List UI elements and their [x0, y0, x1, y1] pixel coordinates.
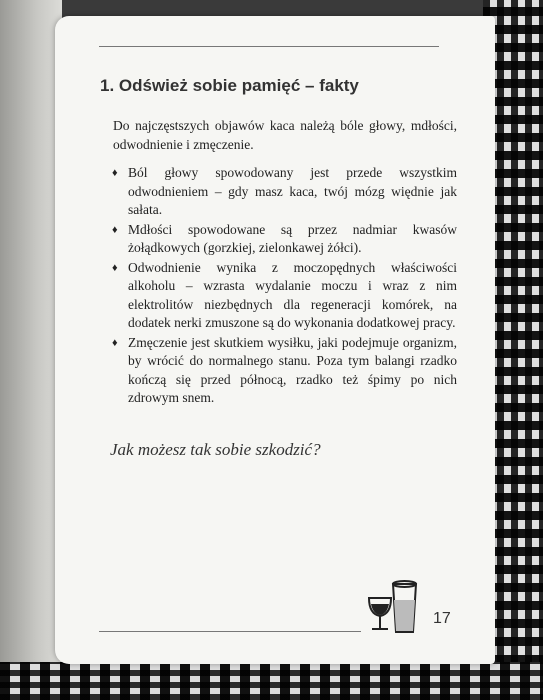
fact-list: [110, 164, 457, 409]
list-item: [110, 259, 457, 333]
wine-and-water-glasses-icon: [365, 574, 421, 636]
diamond-bullet-icon: ♦: [112, 336, 118, 349]
list-item-text: Ból głowy spowodowany jest przede wszystkim odwodnieniem – gdy masz kaca, twój mózg więdnie jak sałata.: [128, 165, 457, 217]
closing-question: Jak możesz tak sobie szkodzić?: [110, 440, 321, 459]
book-cover-edge: [0, 0, 62, 700]
checkered-cloth-bottom: [0, 662, 543, 700]
intro-paragraph: Do najczęstszych objawów kaca należą bóle głowy, mdłości, odwodnienie i zmęczenie.: [113, 118, 457, 152]
list-item: [110, 221, 457, 258]
list-item-text: Zmęczenie jest skutkiem wysiłku, jaki podejmuje organizm, by wrócić do normalnego stanu. Poza tym balangi rzadko kończą się przed północą, rzadko też śpimy po nich zdrowym snem.: [128, 334, 457, 405]
diamond-bullet-icon: ♦: [112, 167, 118, 179]
top-rule: [99, 46, 439, 47]
list-item-text: Odwodnienie wynika z moczopędnych właściwości alkoholu – wzrasta wydalanie moczu i wraz z nim elektrolitów niezbędnych dla regeneracji komórek, na dodatek nerki zmuszone są do wykonania dodatkowej pracy.: [128, 259, 457, 330]
list-item: [110, 334, 457, 408]
bottom-rule: [99, 631, 361, 632]
list-item: [110, 164, 457, 220]
book-page: [55, 16, 495, 664]
page-number: 17: [433, 610, 451, 627]
diamond-bullet-icon: ♦: [112, 261, 118, 274]
list-item-text: Mdłości spowodowane są przez nadmiar kwasów żołądkowych (gorzkiej, zielonkawej żółci).: [128, 221, 457, 255]
section-heading: 1. Odśwież sobie pamięć – fakty: [100, 76, 359, 95]
diamond-bullet-icon: ♦: [112, 223, 118, 236]
